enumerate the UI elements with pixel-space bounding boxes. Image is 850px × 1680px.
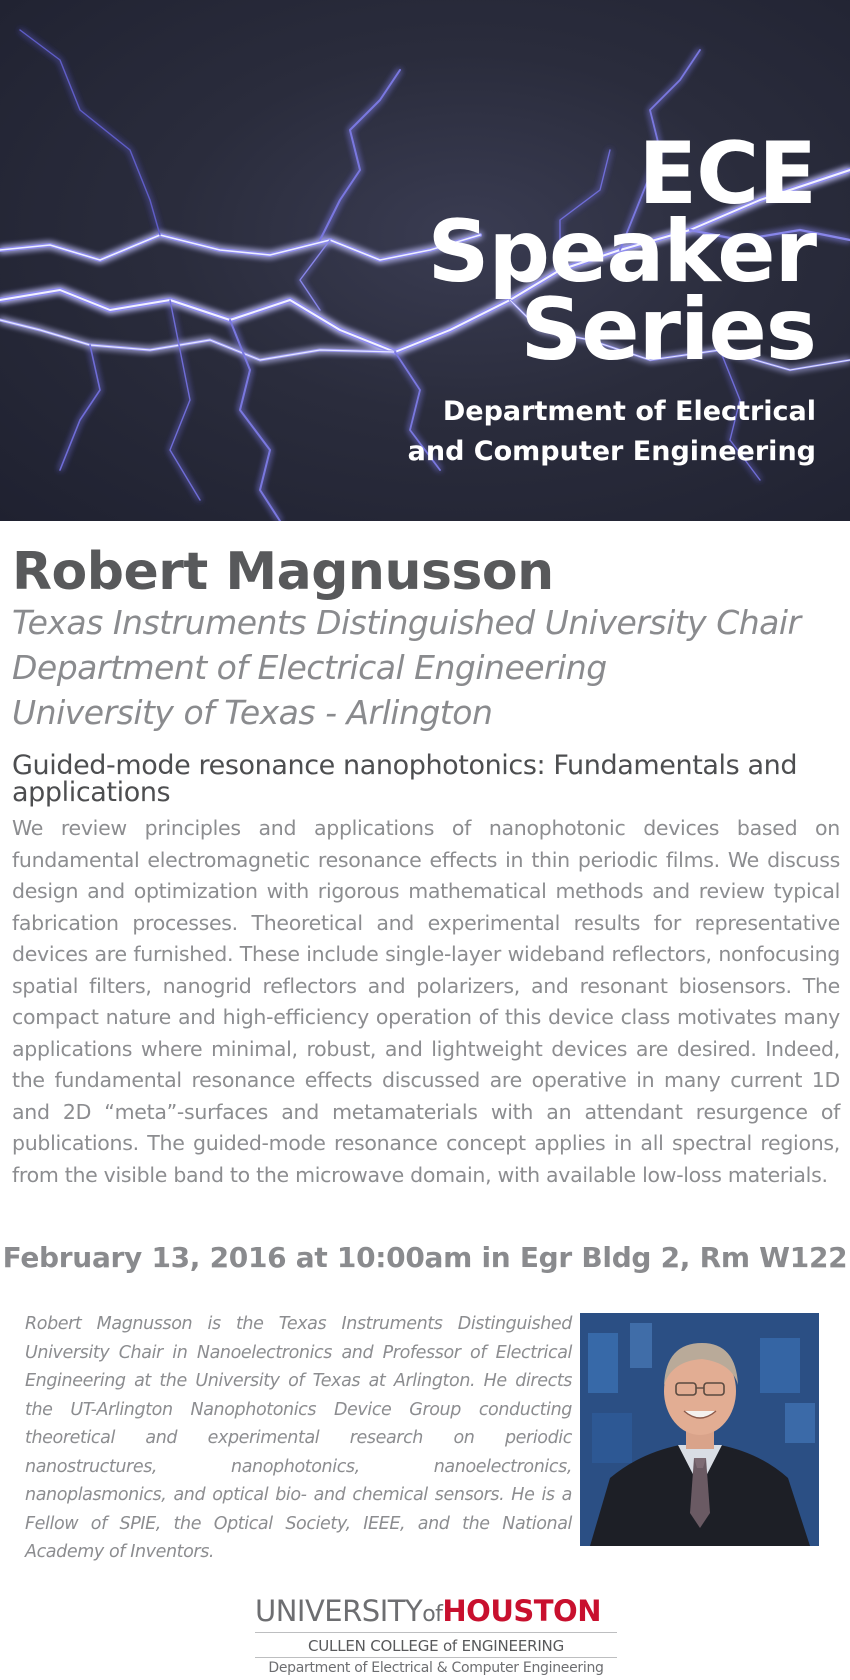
logo-university: UNIVERSITY	[255, 1594, 423, 1628]
logo-divider	[255, 1632, 617, 1633]
talk-title: Guided-mode resonance nanophotonics: Fundamentals and applications	[12, 750, 798, 808]
logo-wordmark	[255, 1594, 601, 1632]
affiliation-line: Texas Instruments Distinguished University Chair	[12, 603, 801, 642]
speaker-affiliation	[12, 600, 801, 735]
university-logo	[255, 1594, 617, 1680]
series-title-line: Series	[520, 280, 816, 380]
series-title-line: ECE	[638, 124, 816, 224]
talk-abstract: We review principles and applications of nanophotonic devices based on fundamental electromagnetic resonance effects in thin periodic films. We discuss design and optimization with rigorous mathematical methods and review typical fabrication processes. Theoretical and experimental results for representative devices are furnished. These include single-layer wideband reflectors, nonfocusing spatial filters, nanogrid reflectors and polarizers, and resonant biosensors. The compact nature and high-efficiency operation of this device class motivates many applications where minimal, robust, and lightweight devices are desired. Indeed, the fundamental resonance effects discussed are operative in many current 1D and 2D “meta”-surfaces and metamaterials with an attendant resurgence of publications. The guided-mode resonance concept applies in all spectral regions, from the visible band to the microwave domain, with available low-loss materials.	[12, 816, 840, 1187]
logo-of: of	[422, 1602, 443, 1627]
series-title	[427, 124, 816, 380]
logo-houston: HOUSTON	[442, 1594, 601, 1628]
speaker-name: Robert Magnusson	[12, 542, 554, 602]
speaker-photo	[580, 1313, 819, 1546]
speaker-bio: Robert Magnusson is the Texas Instruments Distinguished University Chair in Nanoelectronics and Professor of Electrical Engineering at the University of Texas at Arlington. He directs the UT-Arlington Nanophotonics Device Group conducting theoretical and experimental research on periodic nanostructures, nanophotonics, nanoelectronics, nanoplasmonics, and optical bio- and chemical sensors. He is a Fellow of SPIE, the Optical Society, IEEE, and the National Academy of Inventors.	[25, 1314, 572, 1562]
logo-department: Department of Electrical & Computer Engineering	[268, 1660, 604, 1676]
speaker-portrait-icon	[580, 1313, 819, 1546]
logo-college: CULLEN COLLEGE of ENGINEERING	[307, 1637, 564, 1655]
series-title-line: Speaker	[427, 202, 816, 302]
header-banner	[0, 0, 850, 521]
affiliation-line: Department of Electrical Engineering	[12, 648, 607, 687]
banner-department-line: and Computer Engineering	[407, 436, 816, 467]
banner-department-line: Department of Electrical	[442, 396, 816, 427]
event-details: February 13, 2016 at 10:00am in Egr Bldg 2, Rm W122	[2, 1241, 848, 1274]
banner-department	[408, 392, 816, 472]
affiliation-line: University of Texas - Arlington	[12, 693, 493, 732]
logo-divider	[255, 1657, 617, 1658]
